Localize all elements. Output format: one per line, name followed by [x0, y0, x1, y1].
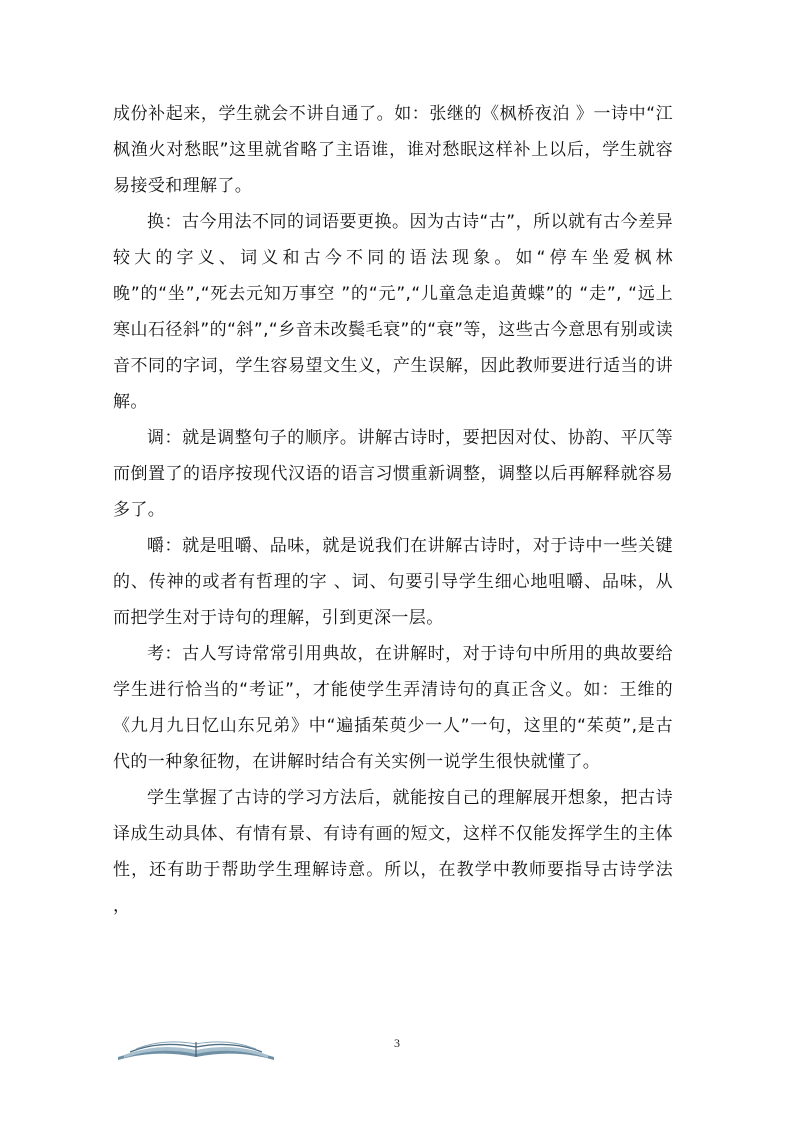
- paragraph-summary: 学生掌握了古诗的学习方法后，就能按自己的理解展开想象，把古诗译成生动具体、有情有景、有诗有画的短文，这样不仅能发挥学生的主体性，还有助于帮助学生理解诗意。所以，在教学中教师要指导古诗学法 ，: [113, 788, 673, 916]
- paragraph-huan: 换：古今用法不同的词语要更换。因为古诗“古”，所以就有古今差异较大的字义、词义和古今不同的语法现象。如“停车坐爱枫林晚”的“坐”,“死去元知万事空 ”的“元”,“儿童急走追黄蝶”的 “走”, “远上寒山石径斜”的“斜”,“乡音未改鬓毛衰”的“衰”等，这些古今意思有别或读音不同的字词，学生容易望文生义，产生误解，因此教师要进行适当的讲解。: [113, 212, 673, 412]
- paragraph-tiao: 调：就是调整句子的顺序。讲解古诗时，要把因对仗、协韵、平仄等而倒置了的语序按现代汉语的语言习惯重新调整，调整以后再解释就容易多了。: [113, 428, 673, 520]
- paragraph-jiao: 嚼：就是咀嚼、品味，就是说我们在讲解古诗时，对于诗中一些关键的、传神的或者有哲理的字 、词、句要引导学生细心地咀嚼、品味，从而把学生对于诗句的理解，引到更深一层。: [113, 536, 673, 628]
- paragraph-continuation: 成份补起来，学生就会不讲自通了。如：张继的《枫桥夜泊 》一诗中“江枫渔火对愁眠”这里就省略了主语谁，谁对愁眠这样补上以后，学生就容易接受和理解了。: [113, 104, 673, 196]
- page-number: 3: [394, 1036, 400, 1050]
- document-body: [113, 96, 673, 924]
- open-book-icon: [116, 1033, 276, 1061]
- paragraph-kao: 考：古人写诗常常引用典故，在讲解时，对于诗句中所用的典故要给学生进行恰当的“考证”，才能使学生弄清诗句的真正含义。如：王维的《九月九日忆山东兄弟》中“遍插茱萸少一人”一句，这里的“茱萸”,是古代的一种象征物，在讲解时结合有关实例一说学生很快就懂了。: [113, 644, 673, 772]
